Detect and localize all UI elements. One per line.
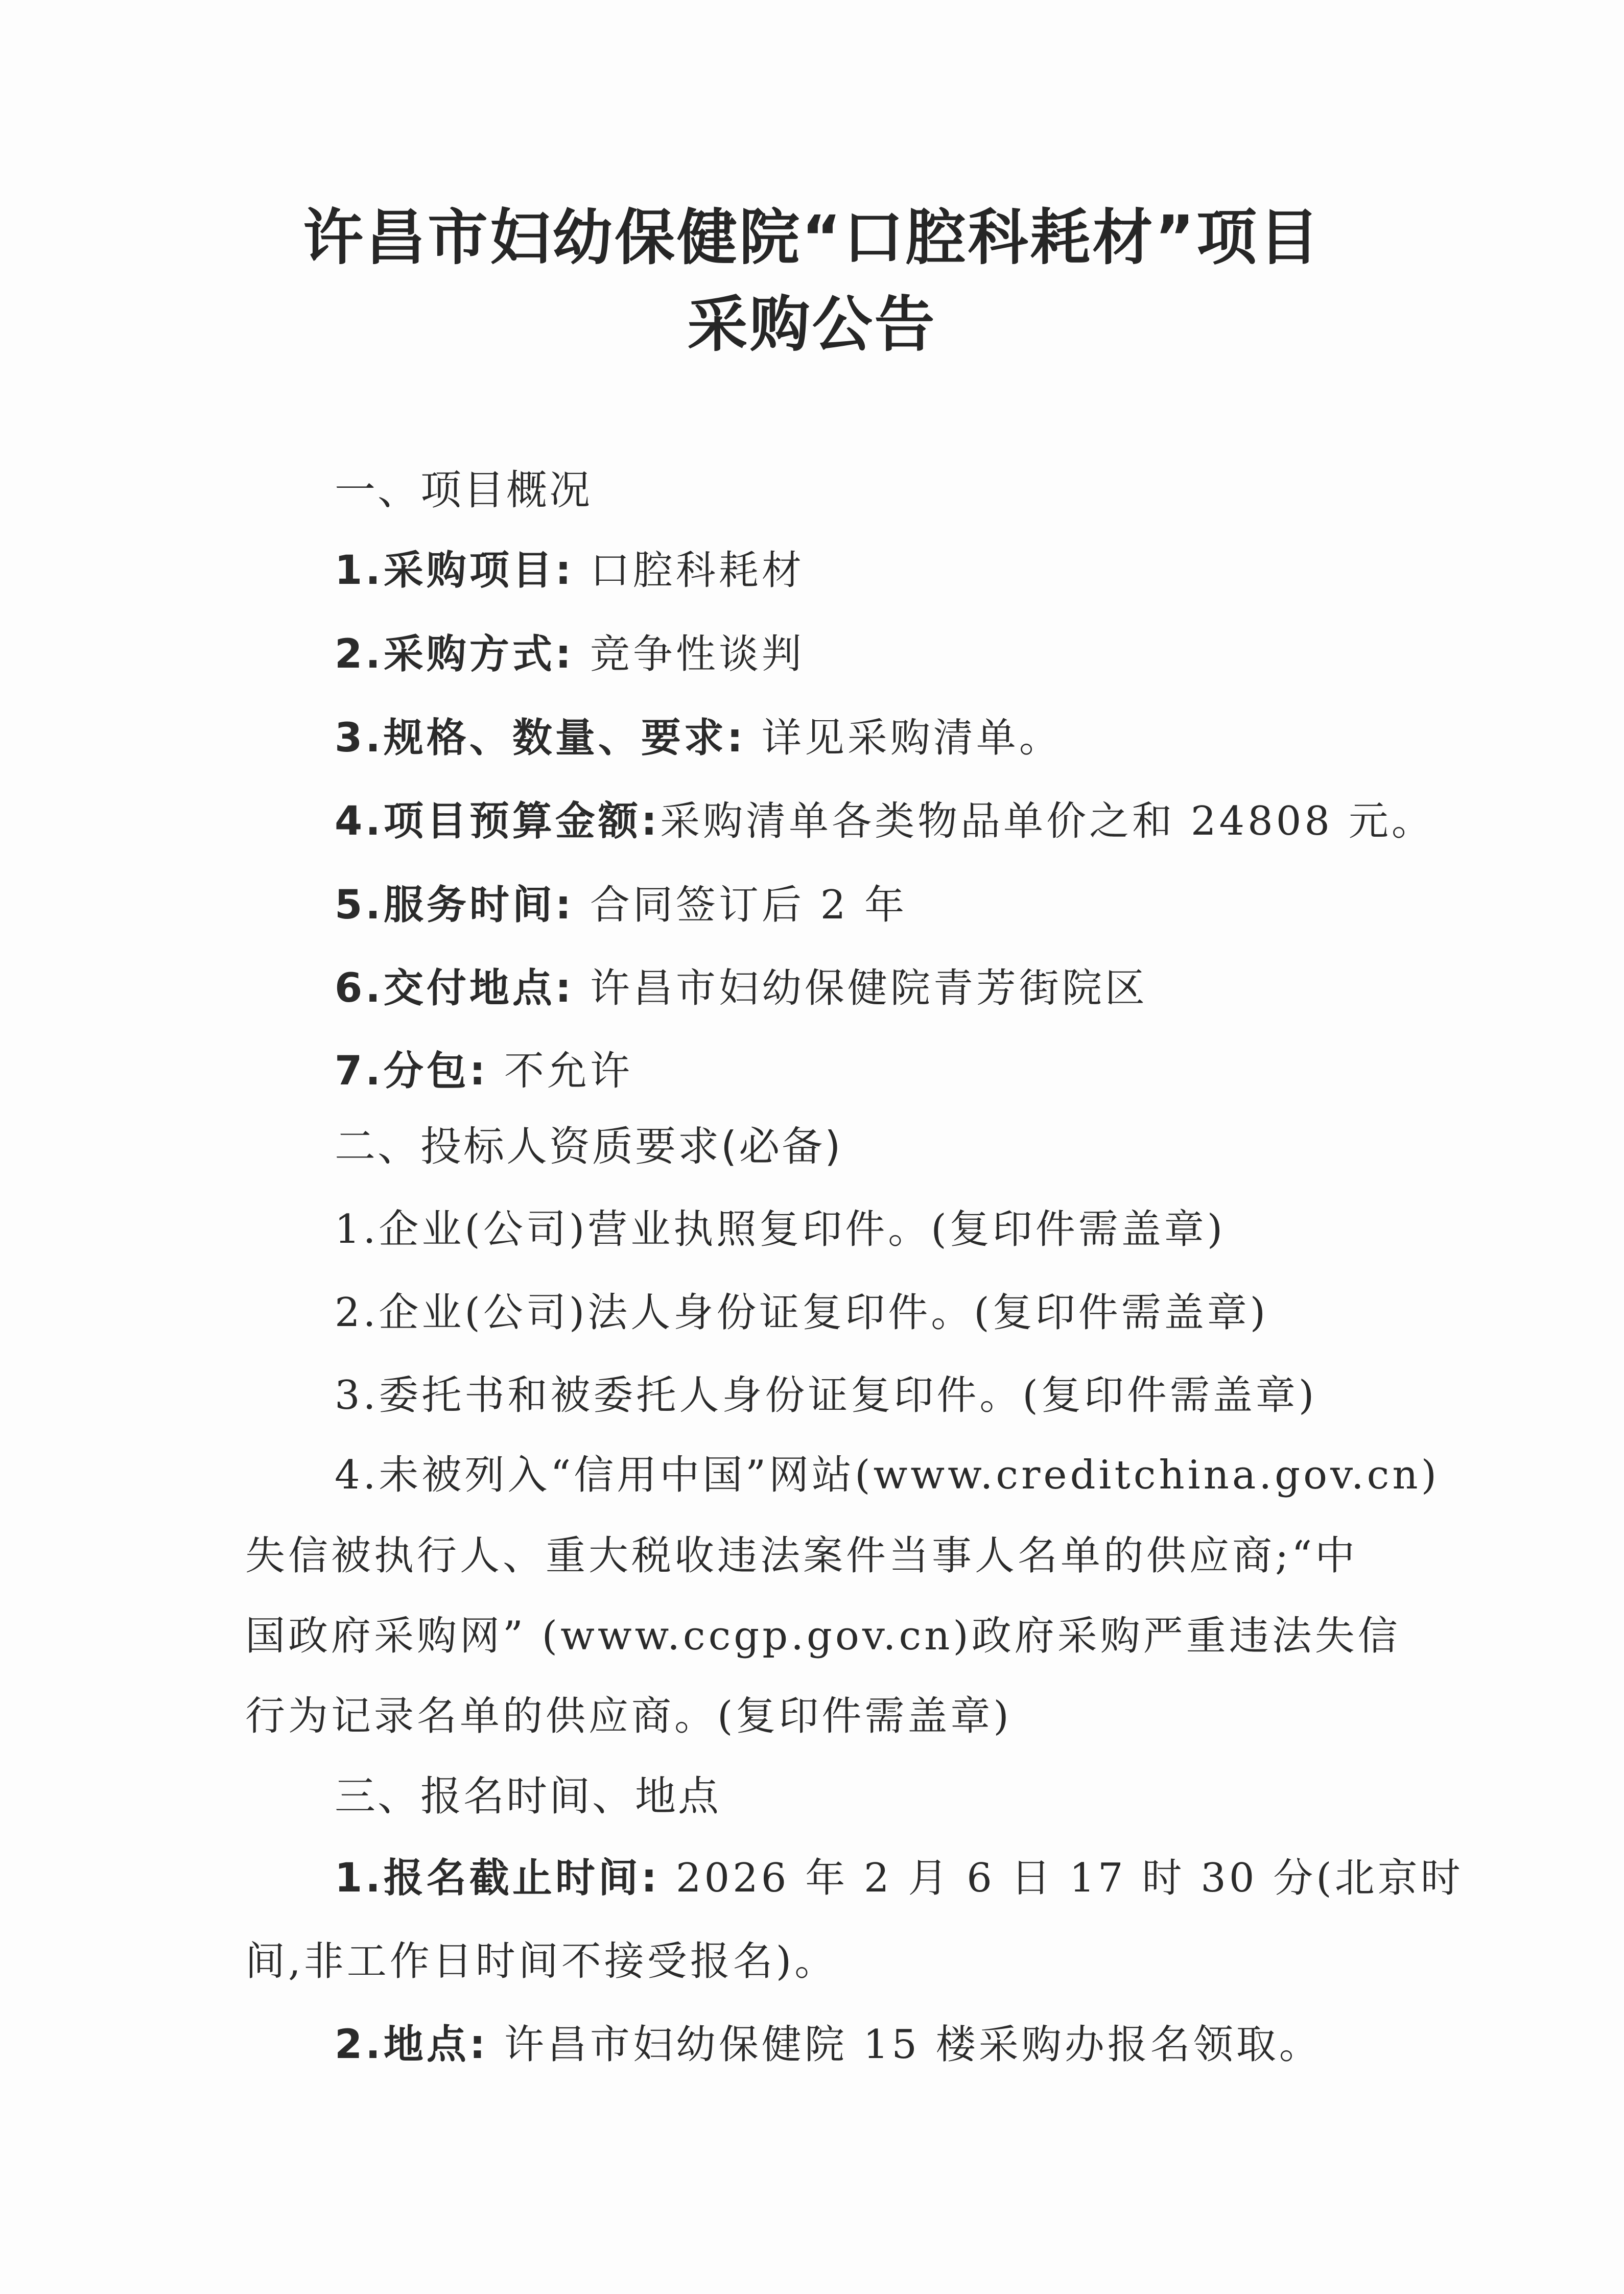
document-title-line2: 采购公告	[687, 289, 937, 360]
item-label: 7.分包:	[335, 1048, 489, 1094]
section1-heading: 一、项目概况	[335, 466, 592, 514]
section1-item-4	[335, 793, 1434, 849]
section3-item-2	[335, 2017, 1322, 2073]
item-value: 许昌市妇幼保健院 15 楼采购办报名领取。	[488, 2022, 1322, 2068]
section1-item-3	[335, 710, 1062, 766]
section3-heading: 三、报名时间、地点	[335, 1772, 721, 1820]
section3-item-1-cont: 间,非工作日时间不接受报名)。	[245, 1938, 838, 1984]
item-label: 2.地点:	[335, 2022, 489, 2068]
section1-item-2	[335, 626, 805, 682]
item-value: 口腔科耗材	[574, 548, 805, 594]
item-value: 采购清单各类物品单价之和 24808 元。	[660, 798, 1434, 844]
document-title-line1: 许昌市妇幼保健院“口腔科耗材”项目	[302, 202, 1322, 273]
item-label: 1.采购项目:	[335, 548, 575, 594]
item-label: 1.报名截止时间:	[335, 1855, 661, 1901]
section2-item-2: 2.企业(公司)法人身份证复印件。(复印件需盖章)	[335, 1290, 1269, 1336]
section2-item-4-line3: 国政府采购网” (www.ccgp.gov.cn)政府采购严重违法失信	[245, 1613, 1401, 1659]
section1-item-7	[335, 1043, 633, 1099]
section2-item-4-line1: 4.未被列入“信用中国”网站(www.creditchina.gov.cn)	[335, 1452, 1440, 1498]
section3-item-1	[335, 1850, 1464, 1906]
section2-item-3: 3.委托书和被委托人身份证复印件。(复印件需盖章)	[335, 1373, 1317, 1418]
section2-item-1: 1.企业(公司)营业执照复印件。(复印件需盖章)	[335, 1207, 1226, 1252]
item-value: 合同签订后 2 年	[574, 882, 908, 928]
item-label: 5.服务时间:	[335, 882, 575, 928]
section2-item-4-line4: 行为记录名单的供应商。(复印件需盖章)	[245, 1693, 1012, 1739]
item-value: 许昌市妇幼保健院青芳街院区	[574, 965, 1148, 1011]
section1-item-6	[335, 960, 1148, 1016]
item-label: 6.交付地点:	[335, 965, 575, 1011]
item-value: 2026 年 2 月 6 日 17 时 30 分(北京时	[660, 1855, 1464, 1901]
section2-heading: 二、投标人资质要求(必备)	[335, 1123, 843, 1170]
item-value: 不允许	[488, 1048, 633, 1094]
item-label: 2.采购方式:	[335, 631, 575, 677]
item-label: 3.规格、数量、要求:	[335, 715, 746, 761]
section2-item-4-line2: 失信被执行人、重大税收违法案件当事人名单的供应商;“中	[245, 1533, 1358, 1579]
section1-item-5	[335, 877, 907, 933]
item-value: 详见采购清单。	[746, 715, 1062, 761]
item-value: 竞争性谈判	[574, 631, 805, 677]
item-label: 4.项目预算金额:	[335, 798, 661, 844]
section1-item-1	[335, 542, 805, 599]
